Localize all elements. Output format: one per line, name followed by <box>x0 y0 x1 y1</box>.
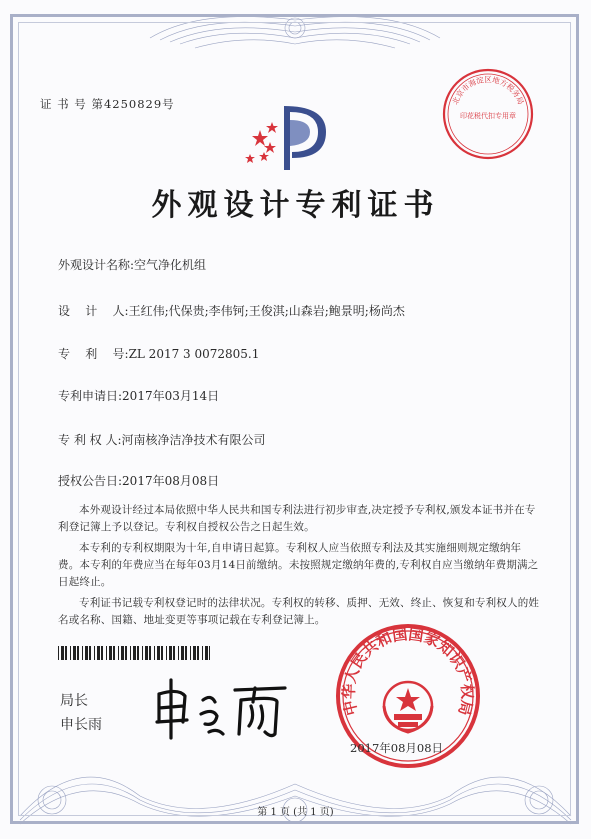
patent-number-label: 专 利 号: <box>58 347 129 361</box>
patent-number-value: ZL 2017 3 0072805.1 <box>128 347 260 361</box>
certificate-number: 证 书 号 第4250829号 <box>40 97 175 111</box>
design-name-value: 空气净化机组 <box>134 258 207 272</box>
state-seal-ring-text: 中华人民共和国国家知识产权局 <box>339 625 477 718</box>
tax-bureau-seal-icon <box>440 66 536 162</box>
designer-value: 王红伟;代保贵;李伟钶;王俊淇;山森岩;鲍景明;杨尚杰 <box>128 304 405 318</box>
grant-date-row <box>58 472 219 489</box>
grant-date-label: 授权公告日: <box>58 474 123 488</box>
design-name-row <box>58 256 206 273</box>
barcode-icon <box>58 646 210 660</box>
design-name-label: 外观设计名称: <box>58 258 135 272</box>
patentee-row <box>58 431 266 448</box>
filing-date-label: 专利申请日: <box>58 389 123 403</box>
agency-seal-ring-text: 北京市海淀区地方税务局 <box>450 75 526 106</box>
issue-date: 2017年08月08日 <box>350 741 444 755</box>
designer-row <box>58 302 405 319</box>
director-role: 局长 <box>60 693 88 709</box>
certificate-body <box>58 502 542 633</box>
grant-date-value: 2017年08月08日 <box>122 474 220 488</box>
director-signature-icon <box>145 672 295 742</box>
certificate-title: 外观设计专利证书 <box>151 188 440 223</box>
patent-office-logo-icon <box>240 96 332 178</box>
body-paragraph: 专利证书记载专利权登记时的法律状况。专利权的转移、质押、无效、终止、恢复和专利权人的姓名或名称、国籍、地址变更等事项记载在专利登记簿上。 <box>58 597 540 626</box>
page-number: 第 1 页 (共 1 页) <box>257 807 334 818</box>
patent-number-row <box>58 345 259 362</box>
body-paragraph: 本外观设计经过本局依照中华人民共和国专利法进行初步审查,决定授予专利权,颁发本证书并在专利登记簿上予以登记。专利权自授权公告之日起生效。 <box>58 504 536 533</box>
director-name: 申长雨 <box>60 717 102 733</box>
filing-date-row <box>58 387 219 404</box>
filing-date-value: 2017年03月14日 <box>122 389 220 403</box>
body-paragraph: 本专利的专利权期限为十年,自申请日起算。专利权人应当依照专利法及其实施细则规定缴纳年费。本专利的年费应当在每年03月14日前缴纳。未按照规定缴纳年费的,专利权自应当缴纳年费期满之日起终止。 <box>58 542 539 588</box>
agency-seal-center-text: 印花税代扣专用章 <box>460 112 516 120</box>
designer-label: 设 计 人: <box>58 304 129 318</box>
patentee-label: 专 利 权 人: <box>58 433 122 447</box>
patentee-value: 河南核净洁净技术有限公司 <box>121 433 266 447</box>
